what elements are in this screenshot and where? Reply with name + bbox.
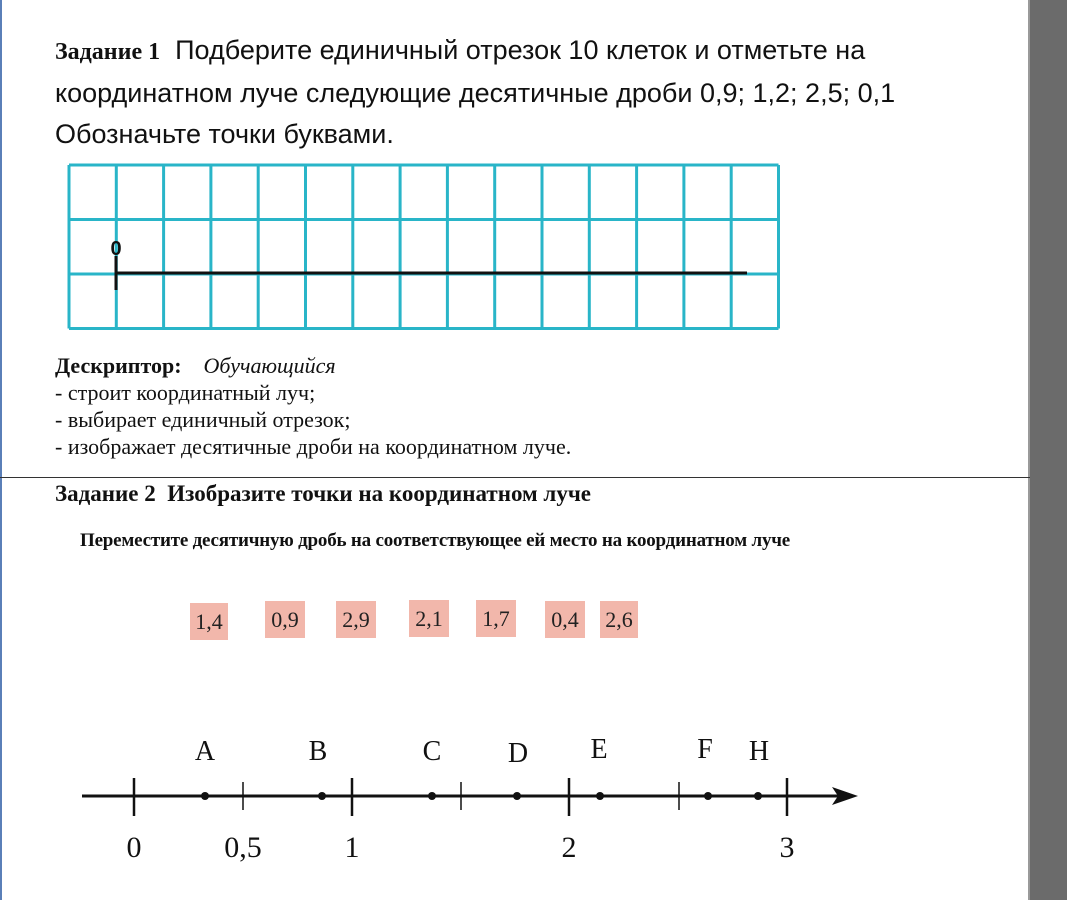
fraction-chip[interactable]: 0,4 (545, 601, 585, 638)
task2-heading (55, 481, 591, 507)
ray-point-label-e: E (590, 734, 608, 765)
task2-title: Изобразите точки на координатном луче (167, 481, 592, 506)
ray-point-label-b: B (308, 736, 328, 767)
descriptor-item: - изображает десятичные дроби на координатном луче. (55, 434, 572, 459)
task1-line2: координатном луче следующие десятичные дроби 0,9; 1,2; 2,5; 0,1 (55, 78, 896, 108)
ray-point-label-c: C (422, 736, 442, 767)
task2-ray-svg (0, 720, 900, 870)
ray-point-label-a: A (194, 736, 216, 767)
task1-line3: Обозначьте точки буквами. (55, 119, 394, 149)
section-divider (0, 477, 1030, 478)
fraction-chip[interactable]: 1,7 (476, 600, 516, 637)
ray-point-label-h: H (748, 736, 770, 767)
fraction-chip[interactable]: 1,4 (190, 603, 228, 640)
descriptor-head: Дескриптор: (55, 353, 182, 378)
descriptor-item: - выбирает единичный отрезок; (55, 407, 351, 432)
task2-instruction: Переместите десятичную дробь на соответствующее ей место на координатном луче (80, 530, 790, 551)
grid-figure (66, 162, 806, 339)
ray-tick-label: 0,5 (224, 831, 262, 864)
descriptor-item: - строит координатный луч; (55, 380, 316, 405)
task1-zero-label: 0 (110, 238, 122, 260)
ray-point-dot[interactable] (513, 792, 521, 800)
ray-point-dot[interactable] (318, 792, 326, 800)
grid-svg (66, 162, 806, 334)
ray-tick-label: 0 (126, 831, 142, 864)
fraction-chip[interactable]: 2,6 (600, 601, 638, 638)
ray-point-dot[interactable] (201, 792, 209, 800)
task1-text (55, 30, 1030, 155)
fraction-chip[interactable]: 2,9 (336, 601, 376, 638)
task1-line1: Подберите единичный отрезок 10 клеток и отметьте на (175, 35, 866, 65)
ray-tick-label: 3 (779, 831, 795, 864)
descriptor-subject: Обучающийся (203, 353, 336, 378)
fraction-chip[interactable]: 0,9 (265, 601, 305, 638)
ray-point-label-d: D (507, 738, 529, 769)
ray-point-dot[interactable] (704, 792, 712, 800)
ray-point-dot[interactable] (428, 792, 436, 800)
ray-point-dot[interactable] (596, 792, 604, 800)
ray-point-label-f: F (697, 734, 713, 765)
task1-label: Задание 1 (55, 39, 161, 65)
descriptor-block (55, 352, 571, 460)
task2-label: Задание 2 (55, 481, 156, 506)
task2-ray-figure (0, 720, 900, 875)
fraction-chip[interactable]: 2,1 (409, 600, 449, 637)
ray-point-dot[interactable] (754, 792, 762, 800)
ray-tick-label: 1 (344, 831, 360, 864)
ray-tick-label: 2 (561, 831, 577, 864)
viewer-scroll-area[interactable] (1030, 0, 1067, 900)
